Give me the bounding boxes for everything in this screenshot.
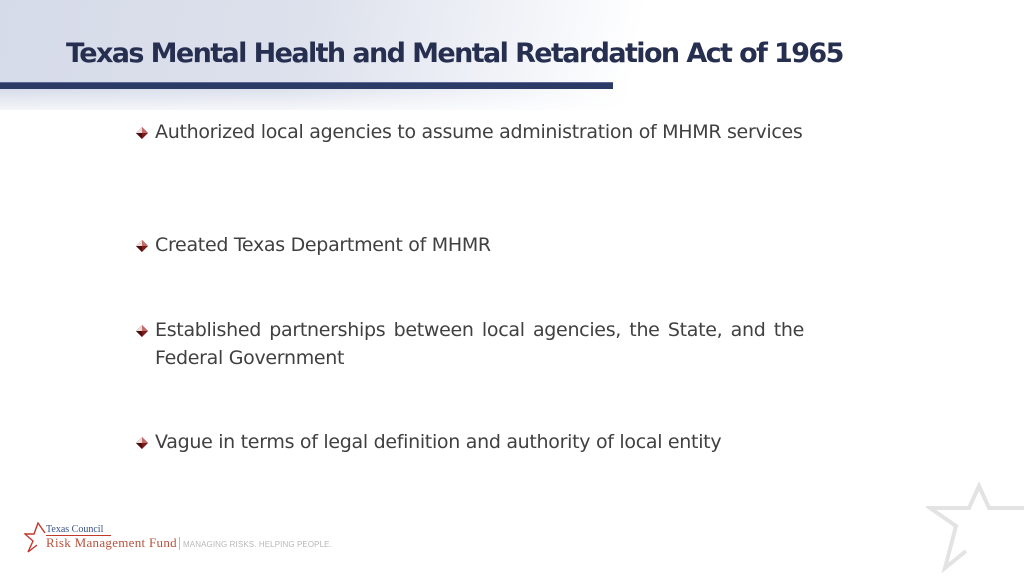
star-outline-icon <box>926 482 1024 576</box>
title-underline <box>0 82 613 89</box>
bullet-text: Authorized local agencies to assume administration of MHMR services <box>155 121 803 143</box>
logo-line-2: Risk Management Fund <box>46 535 177 550</box>
logo-line-1: Texas Council <box>46 524 111 536</box>
diamond-bullet-icon <box>136 437 148 449</box>
footer-logo <box>24 520 354 560</box>
bullet-item <box>136 428 804 456</box>
diamond-bullet-icon <box>136 325 148 337</box>
bullet-text: Created Texas Department of MHMR <box>155 234 491 256</box>
diamond-bullet-icon <box>136 127 148 139</box>
bullet-text: Established partnerships between local agencies, the State, and the Federal Government <box>155 319 804 369</box>
logo-tagline: MANAGING RISKS. HELPING PEOPLE. <box>183 540 332 549</box>
bullet-text: Vague in terms of legal definition and authority of local entity <box>155 431 722 453</box>
bullet-item <box>136 118 804 146</box>
slide-title: Texas Mental Health and Mental Retardation Act of 1965 <box>66 38 843 69</box>
logo-separator <box>179 537 180 550</box>
diamond-bullet-icon <box>136 240 148 252</box>
header-fade <box>0 88 1024 118</box>
bullet-item <box>136 231 804 259</box>
bullet-item <box>136 316 804 372</box>
